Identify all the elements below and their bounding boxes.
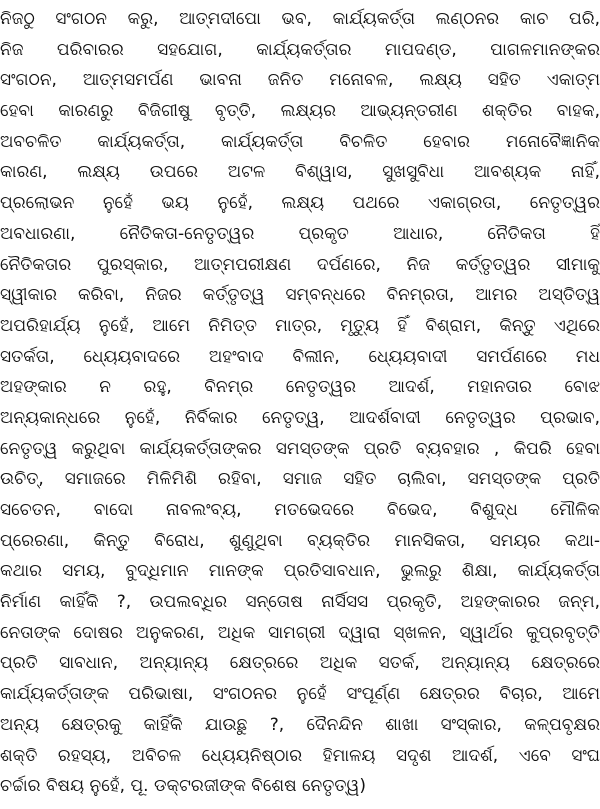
body-text xyxy=(0,4,600,802)
text-line: ସ୍ୱୀକାର କରିବା, ନିଜର କର୍ତ୍ତୃତ୍ୱ ସମ୍ବନ୍ଧରେ ବିନମ୍ରତା, ଆମର ଅସ୍ତିତ୍ୱ xyxy=(0,285,600,306)
text-line: ଅପରିହାର୍ଯ୍ୟ ନୁହେଁ, ଆମେ ନିମିତ୍ତ ମାତ୍ର, ମୃତ୍ୟୁ ହିଁ ବିଶ୍ରାମ, କିନ୍ତୁ ଏଥିରେ xyxy=(0,315,600,336)
text-line: କାର୍ଯ୍ୟକର୍ତ୍ତାଙ୍କ ପରିଭାଷା, ସଂଗଠନର ନୁହେଁ ସଂପୂର୍ଣ୍ଣ କ୍ଷେତ୍ରର ବିଚାର, ଆମେ xyxy=(0,684,600,705)
text-line: ସଂଗଠନ, ଆତ୍ମସମର୍ପଣ ଭାବନା ଜନିତ ମନୋବଳ, ଲକ୍ଷ୍ୟ ସହିତ ଏକାତ୍ମ xyxy=(0,70,600,91)
text-line: ଅନ୍ୟ କ୍ଷେତ୍ରକୁ କାହିଁକି ଯାଉଛୁ ?, ଦୈନନ୍ଦିନ ଶାଖା ସଂସ୍କାର, କଳ୍ପବୃକ୍ଷର xyxy=(0,714,600,735)
text-line: ଅବଚଳିତ କାର୍ଯ୍ୟକର୍ତ୍ତା, କାର୍ଯ୍ୟକର୍ତ୍ତା ବିଚଳିତ ହେବାର ମନୋବୈଜ୍ଞାନିକ xyxy=(0,131,600,152)
text-line: ପ୍ରଲୋଭନ ନୁହେଁ ଭୟ ନୁହେଁ, ଲକ୍ଷ୍ୟ ପଥରେ ଏକାଗ୍ରତା, ନେତୃତ୍ୱର xyxy=(0,193,600,214)
text-line: ନିଜ ପରିବାରର ସହଯୋଗ, କାର୍ଯ୍ୟକର୍ତ୍ତାର ମାପଦଣ୍ଡ, ପାଗଳମାନଙ୍କର xyxy=(0,39,600,60)
text-line: ନେତାଙ୍କ ଦୋଷର ଅନୁକରଣ, ଅଧିକ ସାମଗ୍ରୀ ଦ୍ୱାରା ସ୍ଖଳନ, ସ୍ୱାର୍ଥର କୁପ୍ରବୃତ୍ତି xyxy=(0,622,600,643)
text-line: ଉଚିତ୍, ସମାଜରେ ମିଳିମିଶି ରହିବା, ସମାଜ ସହିତ ଚାଲିବା, ସମସ୍ତଙ୍କ ପ୍ରତି xyxy=(0,469,600,490)
text-line: ହେବା କାରଣରୁ ବିଜିଗୀଷୁ ବୃତ୍ତି, ଲକ୍ଷ୍ୟର ଆଭ୍ୟନ୍ତରୀଣ ଶକ୍ତିର ବାହକ, xyxy=(0,101,600,122)
text-line: ଅହଙ୍କାର ନ ରହୁ, ବିନମ୍ର ନେତୃତ୍ୱର ଆଦର୍ଶ, ମହାନତାର ବୋଝ xyxy=(0,377,600,398)
text-line: ସତର୍କତା, ଧ୍ୟେୟବାଦରେ ଅହଂବାଦ ବିଲୀନ, ଧ୍ୟେୟବାଦୀ ସମର୍ପଣରେ ମଧ xyxy=(0,346,600,367)
text-line: ନେତୃତ୍ୱ କରୁଥିବା କାର୍ଯ୍ୟକର୍ତ୍ତାଙ୍କର ସମସ୍ତଙ୍କ ପ୍ରତି ବ୍ୟବହାର , କିପରି ହେବା xyxy=(0,438,600,459)
text-line: କାରଣ, ଲକ୍ଷ୍ୟ ଉପରେ ଅଟଳ ବିଶ୍ୱାସ, ସୁଖସୁବିଧା ଆବଶ୍ୟକ ନାହିଁ, xyxy=(0,162,600,183)
text-line: ନିଜଠୁ ସଂଗଠନ କରୁ, ଆତ୍ମଦୀପୋ ଭବ, କାର୍ଯ୍ୟକର୍ତ୍ତା ଲଣ୍ଠନର କାଚ ପରି, xyxy=(0,9,600,29)
text-line: ଅନ୍ୟକାନ୍ଧରେ ନୁହେଁ, ନିର୍ବିକାର ନେତୃତ୍ୱ, ଆଦର୍ଶବାଦୀ ନେତୃତ୍ୱର ପ୍ରଭାବ, xyxy=(0,407,600,428)
text-line: ସଚେତନ, ବାଦୋ ନାବଲଂବ୍ୟ, ମତଭେଦରେ ବିଭେଦ, ବିଶୁଦ୍ଧ ମୌଳିକ xyxy=(0,500,600,520)
text-line: ଶକ୍ତି ରହସ୍ୟ, ଅବିଚଳ ଧ୍ୟେୟନିଷ୍ଠାର ହିମାଳୟ ସଦୃଶ ଆଦର୍ଶ, ଏବେ ସଂଘ xyxy=(0,745,600,766)
text-line: ପ୍ରେରଣା, କିନ୍ତୁ ବିରୋଧ, ଶୁଣୁଥିବା ବ୍ୟକ୍ତିର ମାନସିକତା, ସମୟର କଥା- xyxy=(0,530,600,551)
text-line: ପ୍ରତି ସାବଧାନ, ଅନ୍ୟାନ୍ୟ କ୍ଷେତ୍ରରେ ଅଧିକ ସତର୍କ, ଅନ୍ୟାନ୍ୟ କ୍ଷେତ୍ରରେ xyxy=(0,653,600,674)
text-line: କଥାର ସମୟ, ବୁଦ୍ଧିମାନ ମାନଙ୍କ ପ୍ରତିସାବଧାନ, ଭୁଲରୁ ଶିକ୍ଷା, କାର୍ଯ୍ୟକର୍ତ୍ତା xyxy=(0,561,600,582)
text-line: ନିର୍ମାଣ କାହିଁକି ?, ଉପଲବ୍ଧିର ସନ୍ତୋଷ ନାର୍ସିସସ ପ୍ରକୃତି, ଅହଙ୍କାରର ଜନ୍ମ, xyxy=(0,592,600,613)
text-line: ଚର୍ଚ୍ଚାର ବିଷୟ ନୁହେଁ, ପୂ. ଡକ୍ଟରଜୀଙ୍କ ବିଶେଷ ନେତୃତ୍ୱ) xyxy=(0,776,366,797)
text-line: ନୈତିକତାର ପୁରସ୍କାର, ଆତ୍ମପରୀକ୍ଷଣ ଦର୍ପଣରେ, ନିଜ କର୍ତ୍ତୃତ୍ୱର ସୀମାକୁ xyxy=(0,254,600,275)
text-line: ଅବଧାରଣା, ନୈତିକତା-ନେତୃତ୍ୱର ପ୍ରକୃତ ଆଧାର, ନୈତିକତା ହିଁ xyxy=(0,223,600,244)
